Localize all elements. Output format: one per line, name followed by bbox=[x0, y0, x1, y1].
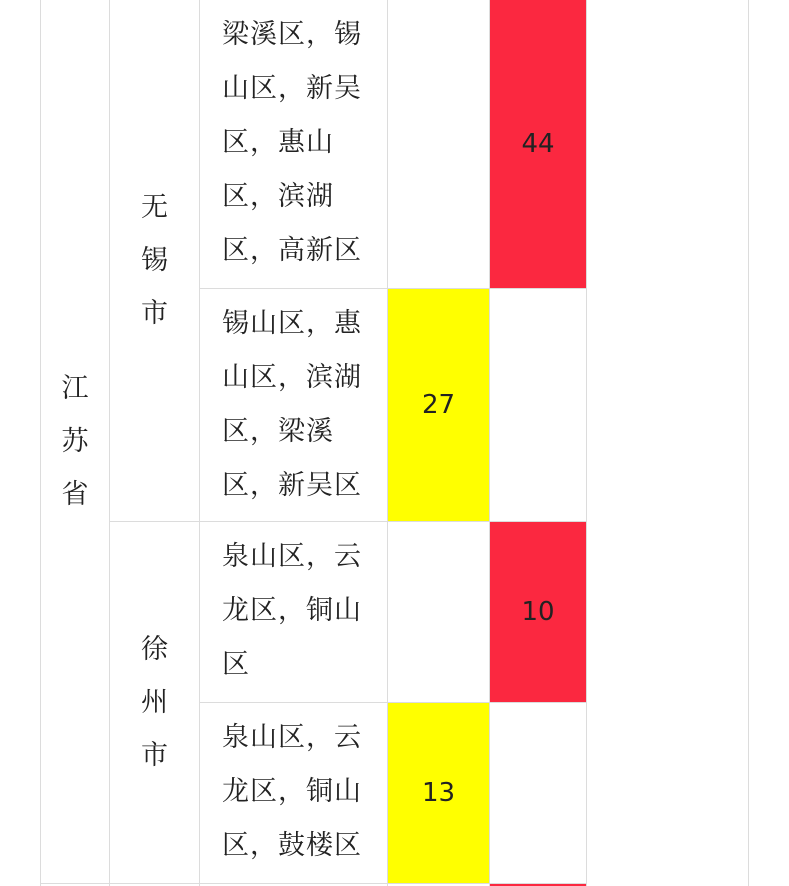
districts-cell: 泉山区，云龙区，铜山区 bbox=[222, 541, 362, 680]
province-char: 省 bbox=[61, 479, 89, 510]
yellow-value-cell: 13 bbox=[388, 703, 489, 883]
city-char: 锡 bbox=[141, 245, 168, 276]
city-cell bbox=[110, 0, 199, 521]
yellow-value-cell bbox=[388, 522, 489, 702]
city-char: 市 bbox=[141, 740, 168, 771]
city-char: 无 bbox=[141, 192, 168, 223]
province-cell bbox=[41, 0, 109, 883]
red-value-cell: 10 bbox=[490, 522, 586, 702]
province-char: 苏 bbox=[61, 426, 89, 457]
city-cell bbox=[110, 522, 199, 883]
districts-cell: 泉山区，云龙区，铜山区，鼓楼区 bbox=[222, 722, 362, 861]
red-value-cell bbox=[490, 703, 586, 883]
red-value-cell bbox=[490, 289, 586, 521]
red-value-cell: 44 bbox=[490, 0, 586, 288]
grid-line bbox=[748, 0, 749, 886]
yellow-value-cell: 27 bbox=[388, 289, 489, 521]
city-char: 徐 bbox=[141, 634, 168, 665]
districts-cell: 锡山区，惠山区，滨湖区，梁溪区，新吴区 bbox=[222, 308, 362, 501]
districts-cell: 梁溪区，锡山区，新吴区，惠山区，滨湖区，高新区 bbox=[222, 19, 362, 266]
province-char: 江 bbox=[61, 373, 89, 404]
city-char: 州 bbox=[141, 687, 168, 718]
yellow-value-cell bbox=[388, 0, 489, 288]
city-char: 市 bbox=[141, 298, 168, 329]
grid-line bbox=[586, 0, 587, 886]
